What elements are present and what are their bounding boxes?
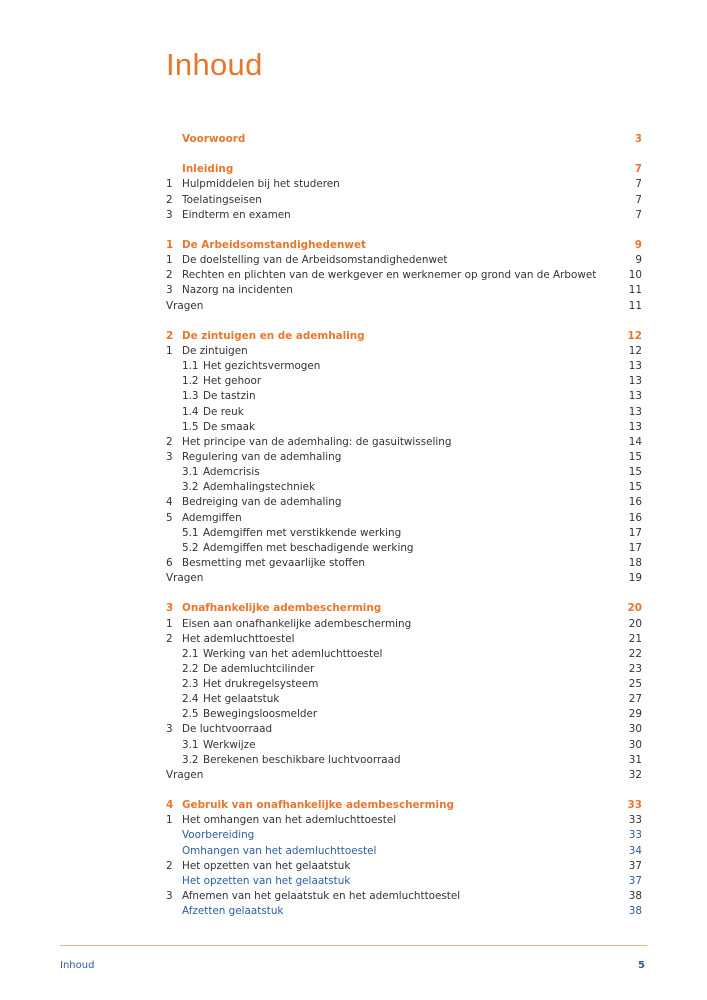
toc-entry-page: 12 [628,344,642,357]
toc-entry-page: 13 [628,405,642,418]
toc-entry-number: 1 [166,344,173,357]
toc-entry-title: De luchtvoorraad [182,723,273,736]
toc-entry-number: 1 [166,617,173,630]
toc-entry-number: 2 [166,269,173,282]
toc-entry-page: 37 [628,859,642,872]
toc-entry-number: 5 [166,511,173,524]
toc-entry-title: Voorbereiding [182,829,255,842]
toc-entry-title: Bewegingsloosmelder [203,708,318,721]
toc-entry-title: Omhangen van het ademluchttoestel [182,844,377,857]
toc-entry-title: Vragen [166,299,204,312]
toc-entry-title: Afzetten gelaatstuk [182,905,284,918]
toc-entry-title: Ademgiffen met beschadigende werking [203,541,414,554]
toc-entry-title: De doelstelling van de Arbeidsomstandighedenwet [182,254,448,267]
toc-entry[interactable] [166,768,642,783]
toc-entry-number: 1 [166,238,174,251]
toc-entry-number: 3.2 [182,481,199,494]
toc-entry-page: 33 [628,814,642,827]
toc-chapter-entry[interactable] [166,238,642,253]
toc-entry[interactable] [166,647,642,662]
toc-entry-title: De reuk [203,405,244,418]
toc-entry-title: De zintuigen [182,344,248,357]
toc-entry-number: 2 [166,435,173,448]
toc-entry-number: 2 [166,632,173,645]
toc-entry-number: 5.1 [182,526,199,539]
toc-entry-title: Eindterm en examen [182,208,291,221]
toc-entry-title: Berekenen beschikbare luchtvoorraad [203,753,401,766]
toc-entry-page: 3 [634,133,642,145]
toc-entry[interactable] [166,662,642,677]
toc-entry-page: 25 [628,678,642,691]
toc-entry-number: 2 [166,859,173,872]
toc-entry-title: Vragen [166,768,204,781]
toc-entry-title: Het gezichtsvermogen [203,360,321,373]
toc-spacer [166,223,642,238]
toc-entry-page: 14 [628,435,642,448]
toc-entry-page: 37 [628,874,642,887]
toc-entry-title: Eisen aan onafhankelijke adembescherming [182,617,412,630]
toc-entry-page: 7 [635,193,642,206]
footer-divider [60,945,647,946]
toc-entry-page: 16 [628,511,642,524]
toc-entry-title: Werkwijze [203,738,256,751]
toc-entry-title: Bedreiging van de ademhaling [182,496,342,509]
toc-entry[interactable] [166,450,642,465]
toc-entry-page: 13 [628,390,642,403]
toc-entry-page: 7 [634,163,642,176]
toc-entry-title: De Arbeidsomstandighedenwet [182,238,367,251]
toc-entry-number: 1.5 [182,420,199,433]
toc-entry-page: 20 [627,602,642,615]
toc-entry[interactable] [166,632,642,647]
toc-entry-title: Ademgiffen met verstikkende werking [203,526,402,539]
toc-spacer [166,314,642,329]
toc-entry-number: 2.2 [182,662,199,675]
toc-chapter-entry[interactable] [166,601,642,616]
toc-entry-page: 19 [628,572,642,585]
toc-entry[interactable] [166,738,642,753]
toc-entry-page: 33 [628,829,642,842]
toc-entry-title: Nazorg na incidenten [182,284,293,297]
toc-entry-number: 2.5 [182,708,199,721]
toc-entry[interactable] [166,193,642,208]
toc-entry[interactable] [166,874,642,889]
toc-entry-page: 13 [628,420,642,433]
toc-entry-number: 1.1 [182,360,199,373]
toc-entry-page: 30 [628,723,642,736]
toc-entry-page: 17 [628,526,642,539]
toc-entry-title: Werking van het ademluchttoestel [203,647,383,660]
toc-entry[interactable] [166,541,642,556]
toc-entry[interactable] [166,859,642,874]
toc-entry-page: 11 [628,284,642,297]
toc-entry-title: Het ademluchttoestel [182,632,295,645]
toc-entry[interactable] [166,299,642,314]
toc-entry-number: 3 [166,723,173,736]
toc-entry[interactable] [166,556,642,571]
toc-entry-number: 4 [166,799,174,812]
toc-entry-title: Afnemen van het gelaatstuk en het ademluchttoestel [182,890,461,903]
toc-entry[interactable] [166,480,642,495]
toc-entry-title: De zintuigen en de ademhaling [182,329,365,342]
toc-entry-title: Inleiding [182,163,234,176]
toc-entry[interactable] [166,359,642,374]
toc-entry[interactable] [166,511,642,526]
toc-entry-page: 9 [634,238,642,251]
toc-entry-title: Rechten en plichten van de werkgever en werknemer op grond van de Arbowet [182,269,597,282]
toc-entry[interactable] [166,177,642,192]
footer-page-number: 5 [638,960,645,971]
toc-entry-page: 27 [628,693,642,706]
toc-spacer [166,783,642,798]
toc-entry-page: 15 [628,450,642,463]
page-title: Inhoud [166,47,263,82]
toc-entry-number: 1 [166,814,173,827]
toc-entry-number: 3 [166,208,173,221]
toc-entry[interactable] [166,405,642,420]
toc-entry[interactable] [166,344,642,359]
toc-entry[interactable] [166,268,642,283]
toc-entry-title: Het opzetten van het gelaatstuk [182,874,351,887]
toc-entry[interactable] [166,465,642,480]
toc-spacer [166,586,642,601]
toc-entry-page: 9 [635,254,642,267]
toc-entry-number: 2.4 [182,693,199,706]
toc-entry-page: 29 [628,708,642,721]
toc-entry-number: 1.3 [182,390,199,403]
toc-entry[interactable] [166,283,642,298]
toc-spacer [166,147,642,162]
toc-entry-title: Het drukregelsysteem [203,678,319,691]
toc-entry[interactable] [166,617,642,632]
toc-entry-number: 6 [166,556,173,569]
toc-entry-title: Vragen [166,572,204,585]
toc-entry-number: 3 [166,602,174,615]
toc-entry-number: 1.2 [182,375,199,388]
toc-entry-title: Het omhangen van het ademluchttoestel [182,814,397,827]
toc-chapter-entry[interactable] [166,798,642,813]
toc-entry-title: Hulpmiddelen bij het studeren [182,178,340,191]
toc-entry[interactable] [166,707,642,722]
toc-entry-page: 16 [628,496,642,509]
toc-entry-title: Ademhalingstechniek [203,481,316,494]
toc-entry-number: 3 [166,890,173,903]
toc-entry[interactable] [166,495,642,510]
toc-entry-number: 3.2 [182,753,199,766]
toc-entry-title: De smaak [203,420,255,433]
toc-entry-page: 12 [627,329,642,342]
toc-entry-page: 15 [628,481,642,494]
toc-entry-title: Het principe van de ademhaling: de gasuitwisseling [182,435,452,448]
toc-entry-page: 13 [628,375,642,388]
toc-entry-title: Voorwoord [182,133,246,145]
toc-entry[interactable] [166,904,642,919]
toc-chapter-entry[interactable] [166,132,642,147]
toc-entry-number: 1.4 [182,405,199,418]
toc-entry-title: Toelatingseisen [182,193,262,206]
toc-entry[interactable] [166,420,642,435]
toc-entry-page: 13 [628,360,642,373]
toc-entry[interactable] [166,571,642,586]
toc-entry-page: 23 [628,662,642,675]
toc-entry[interactable] [166,722,642,737]
toc-entry[interactable] [166,889,642,904]
toc-entry[interactable] [166,828,642,843]
toc-entry-title: Onafhankelijke adembescherming [182,602,382,615]
toc-entry-page: 20 [628,617,642,630]
toc-entry[interactable] [166,677,642,692]
toc-entry-number: 1 [166,178,173,191]
toc-entry-page: 31 [628,753,642,766]
toc-entry-number: 5.2 [182,541,199,554]
toc-entry-page: 17 [628,541,642,554]
toc-entry-page: 10 [628,269,642,282]
toc-entry-page: 30 [628,738,642,751]
toc-entry[interactable] [166,692,642,707]
toc-entry-title: Regulering van de ademhaling [182,450,342,463]
toc-entry[interactable] [166,208,642,223]
toc-entry-title: De tastzin [203,390,256,403]
toc-entry-title: Besmetting met gevaarlijke stoffen [182,556,365,569]
toc-entry-page: 32 [628,768,642,781]
toc-entry-page: 11 [628,299,642,312]
toc-entry-title: Het gehoor [203,375,262,388]
toc-entry-page: 18 [628,556,642,569]
toc-chapter-entry[interactable] [166,329,642,344]
toc-entry-number: 2 [166,193,173,206]
toc-entry-number: 3.1 [182,466,199,479]
toc-entry-title: Ademgiffen [182,511,242,524]
toc-entry-title: Gebruik van onafhankelijke adembescherming [182,799,454,812]
toc-entry-page: 34 [628,844,642,857]
toc-entry[interactable] [166,435,642,450]
toc-entry[interactable] [166,389,642,404]
toc-entry-page: 7 [635,178,642,191]
toc-entry-title: Ademcrisis [203,466,260,479]
toc-entry-number: 3 [166,450,173,463]
toc-entry-number: 3 [166,284,173,297]
toc-entry-title: Het opzetten van het gelaatstuk [182,859,351,872]
toc-chapter-entry[interactable] [166,162,642,177]
toc-entry-number: 3.1 [182,738,199,751]
toc-entry-page: 7 [635,208,642,221]
toc-entry-page: 21 [628,632,642,645]
toc-entry[interactable] [166,753,642,768]
toc-entry-number: 2.3 [182,678,199,691]
toc-entry-title: Het gelaatstuk [203,693,280,706]
toc-entry[interactable] [166,844,642,859]
table-of-contents [166,132,642,919]
toc-entry-page: 38 [628,890,642,903]
toc-entry-number: 4 [166,496,173,509]
toc-entry[interactable] [166,526,642,541]
toc-entry-page: 38 [628,905,642,918]
toc-entry-page: 15 [628,466,642,479]
toc-entry-number: 2 [166,329,174,342]
toc-entry[interactable] [166,253,642,268]
toc-entry-page: 22 [628,647,642,660]
toc-entry-number: 1 [166,254,173,267]
toc-entry-number: 2.1 [182,647,199,660]
footer-section-title: Inhoud [60,960,95,971]
toc-entry[interactable] [166,813,642,828]
toc-entry-title: De ademluchtcilinder [203,662,315,675]
toc-entry-page: 33 [627,799,642,812]
toc-entry[interactable] [166,374,642,389]
